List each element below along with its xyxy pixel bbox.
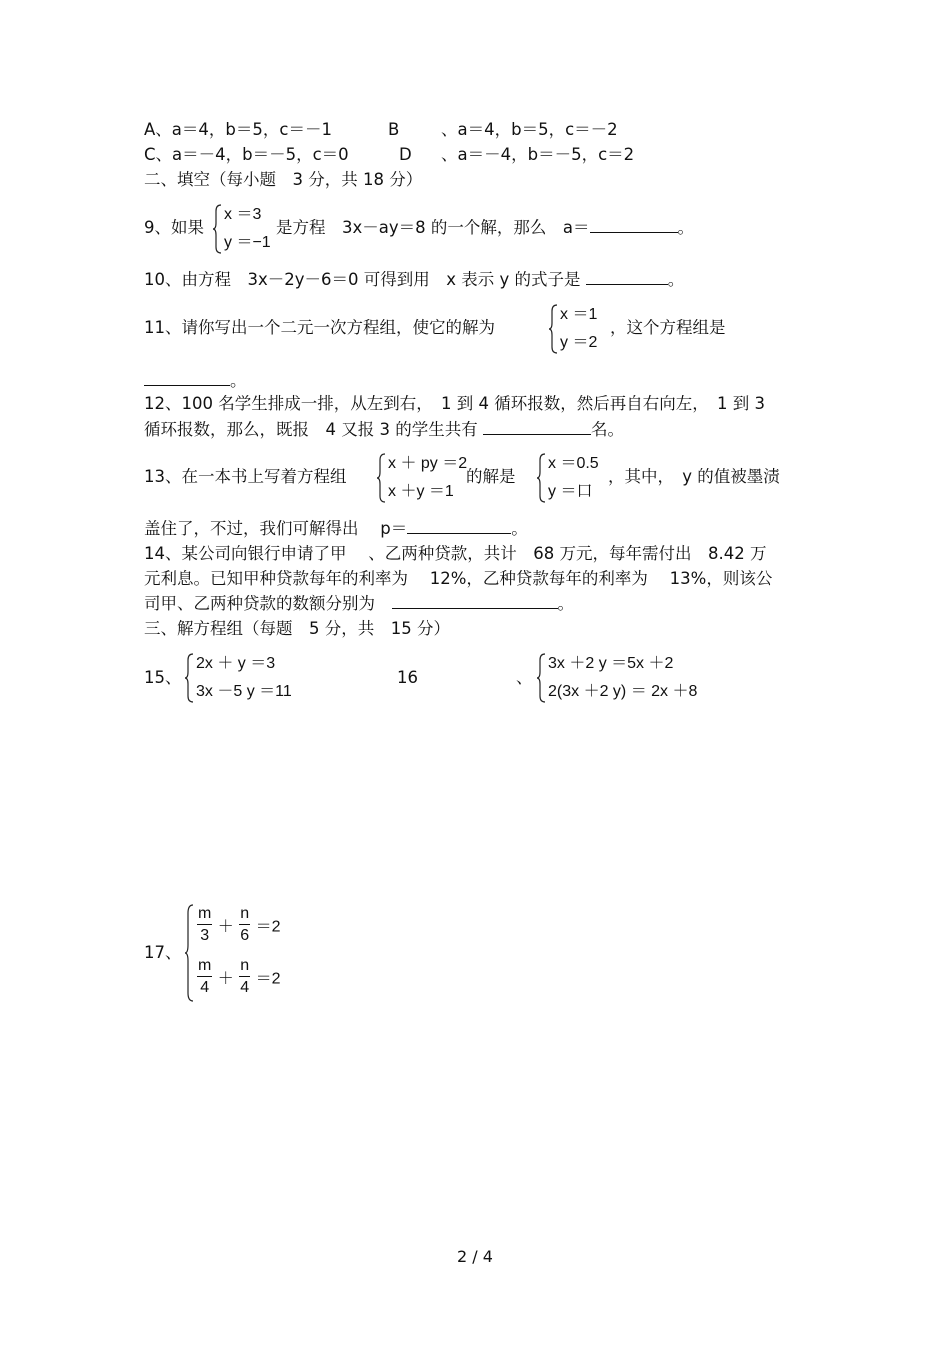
q10-line <box>144 270 684 290</box>
q13-suffix: ，其中， y 的值被墨渍 <box>608 467 780 486</box>
fraction <box>239 906 250 944</box>
q15-eq1: 2x ＋ y ＝3 <box>196 655 276 672</box>
q9-suffix: 是方程 3x－ay＝8 的一个解，那么 a＝ <box>276 218 590 237</box>
q12-line2 <box>144 420 624 440</box>
option-b: 、a＝4，b＝5，c＝－2 <box>441 120 618 139</box>
q14-line1: 14、某公司向银行申请了甲 、乙两种贷款，共计 68 万元，每年需付出 8.42 万 <box>144 544 767 563</box>
q17-label: 17、 <box>144 943 182 962</box>
q12-text: 循环报数，那么，既报 4 又报 3 的学生共有 <box>144 420 483 439</box>
left-brace-icon <box>184 652 194 704</box>
numerator: m <box>197 906 212 925</box>
left-brace-icon <box>184 903 194 1003</box>
q17-eq2 <box>196 958 281 996</box>
left-brace-icon <box>212 203 222 255</box>
q13-answer-blank <box>407 519 511 534</box>
q9-eq1: x ＝3 <box>224 206 262 223</box>
q13-solution-system <box>536 452 611 504</box>
q13-text: 盖住了，不过，我们可解得出 p＝ <box>144 519 408 538</box>
left-brace-icon <box>536 652 546 704</box>
q14-end: 。 <box>557 594 574 613</box>
q10-answer-blank <box>586 270 668 285</box>
q14-line3 <box>144 594 574 614</box>
q11-suffix: ，这个方程组是 <box>610 318 726 337</box>
q15-label: 15、 <box>144 668 182 687</box>
option-a: A、a＝4，b＝5，c＝－1 <box>144 120 332 139</box>
q11-prefix: 11、请你写出一个二元一次方程组，使它的解为 <box>144 318 495 337</box>
numerator: n <box>239 906 250 925</box>
left-brace-icon <box>548 303 558 355</box>
q12-answer-blank <box>483 420 591 435</box>
q9-text <box>276 218 694 238</box>
q11-eq2: y ＝2 <box>560 334 598 351</box>
q11-equation-system <box>548 303 618 355</box>
left-brace-icon <box>536 452 546 504</box>
page-number: 2 / 4 <box>457 1247 493 1266</box>
q9-prefix: 9、如果 <box>144 218 204 237</box>
option-b-letter: B <box>388 120 400 139</box>
option-c: C、a＝－4，b＝－5，c＝0 <box>144 145 349 164</box>
rhs: ＝2 <box>255 918 281 936</box>
fraction <box>197 958 212 996</box>
q15-eq2: 3x －5 y ＝11 <box>196 683 292 700</box>
q11-answer-blank <box>144 371 230 386</box>
q13-line2 <box>144 519 528 539</box>
q16-eq2: 2(3x ＋2 y) ＝ 2x ＋8 <box>548 683 698 700</box>
q13-middle: 的解是 <box>466 467 516 486</box>
q17-eq1 <box>196 906 281 944</box>
q16-eq1: 3x ＋2 y ＝5x ＋2 <box>548 655 674 672</box>
q13-equation-system <box>376 452 471 504</box>
q13-eq4: y ＝口 <box>548 483 593 500</box>
operator: ＋ <box>217 970 234 988</box>
q16-equation-system <box>536 652 706 704</box>
q13-eq2: x ＋y ＝1 <box>388 483 454 500</box>
numerator: m <box>197 958 212 977</box>
section-2-heading: 二、填空（每小题 3 分，共 18 分） <box>144 170 423 189</box>
operator: ＋ <box>217 918 234 936</box>
q9-end: 。 <box>677 218 694 237</box>
q16-label: 16 <box>397 668 418 687</box>
q11-eq1: x ＝1 <box>560 306 598 323</box>
q9-eq2: y ＝−1 <box>224 234 271 251</box>
fraction <box>197 906 212 944</box>
q13-prefix: 13、在一本书上写着方程组 <box>144 467 347 486</box>
q17-equation-system <box>184 903 294 1003</box>
q12-end: 名。 <box>590 420 624 439</box>
q14-line2: 元利息。已知甲种贷款每年的利率为 12%，乙种贷款每年的利率为 13%，则该公 <box>144 569 773 588</box>
q14-answer-blank <box>392 594 558 609</box>
rhs: ＝2 <box>255 970 281 988</box>
option-d-letter: D <box>399 145 412 164</box>
section-3-heading: 三、解方程组（每题 5 分，共 15 分） <box>144 619 450 638</box>
q11-answer-line <box>144 371 247 391</box>
denominator: 6 <box>240 927 250 944</box>
fraction <box>239 958 250 996</box>
q13-eq1: x ＋ py ＝2 <box>388 455 468 472</box>
denominator: 4 <box>240 979 250 996</box>
denominator: 3 <box>200 927 210 944</box>
q9-equation-system <box>212 203 282 255</box>
q9-answer-blank <box>590 218 678 233</box>
q16-separator: 、 <box>516 668 533 687</box>
q12-line1: 12、100 名学生排成一排，从左到右， 1 到 4 循环报数，然后再自右向左， 1 到 3 <box>144 394 765 413</box>
q13-eq3: x ＝0.5 <box>548 455 599 472</box>
left-brace-icon <box>376 452 386 504</box>
denominator: 4 <box>200 979 210 996</box>
q15-equation-system <box>184 652 304 704</box>
q10-text: 10、由方程 3x－2y－6＝0 可得到用 x 表示 y 的式子是 <box>144 270 586 289</box>
q10-end: 。 <box>667 270 685 289</box>
q14-text: 司甲、乙两种贷款的数额分别为 <box>144 594 392 613</box>
option-d: 、a＝－4，b＝－5，c＝2 <box>441 145 635 164</box>
q13-end: 。 <box>511 519 528 538</box>
q11-end: 。 <box>230 371 247 390</box>
numerator: n <box>239 958 250 977</box>
